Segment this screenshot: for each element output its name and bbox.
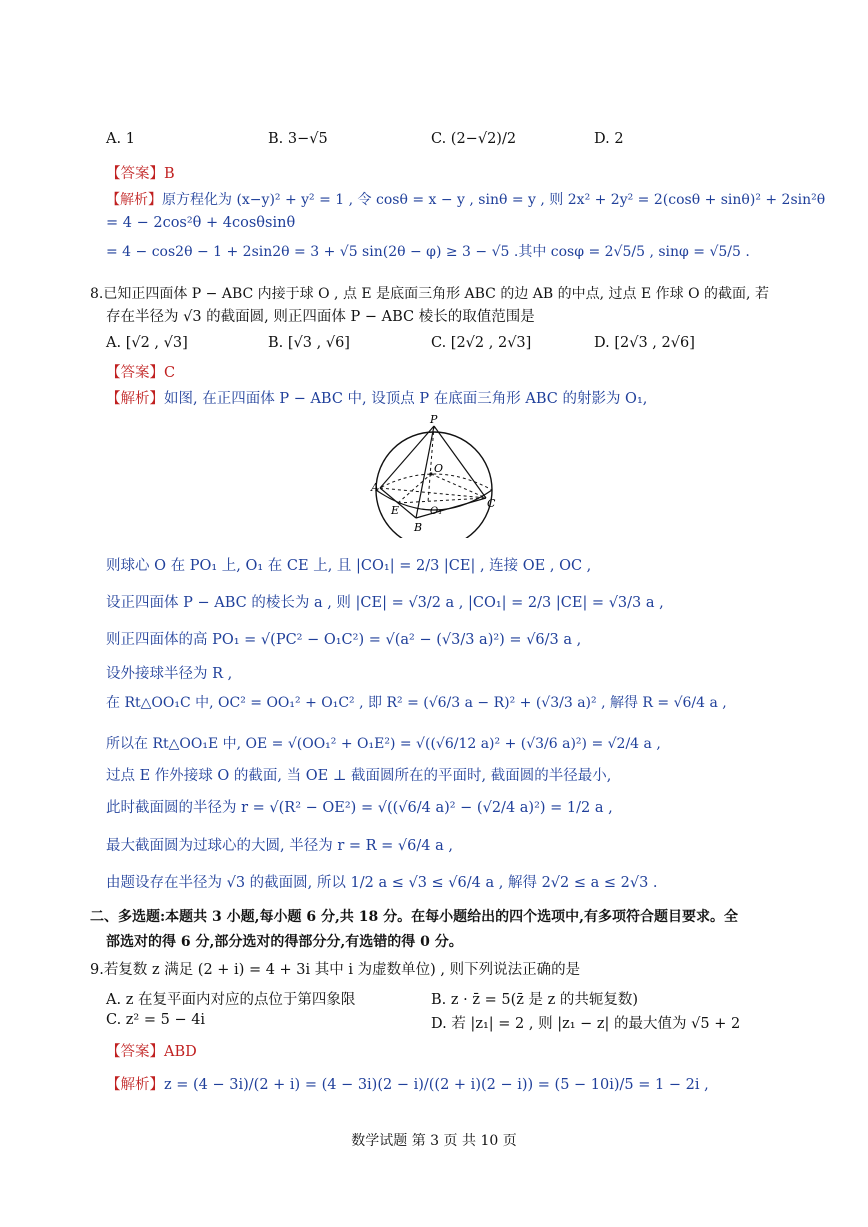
q7-option-a: A. 1 (106, 131, 135, 147)
label-o: O (434, 462, 444, 475)
q8-analysis-line: 设外接球半径为 R , (106, 666, 233, 682)
q8-option-a: A. [√2 , √3] (106, 335, 188, 351)
label-b: B (414, 521, 423, 534)
analysis-text: 如图, 在正四面体 P − ABC 中, 设顶点 P 在底面三角形 ABC 的射影为 O₁, (164, 391, 648, 407)
label-o1: O₁ (430, 506, 443, 517)
answer-tag: 【答案】 (106, 166, 164, 182)
label-e: E (391, 504, 400, 517)
q9-answer-line (106, 1042, 197, 1062)
edge-bc (416, 498, 486, 518)
edge-pb (416, 426, 434, 518)
q8-analysis-line: 最大截面圆为过球心的大圆, 半径为 r = R = √6/4 a , (106, 838, 453, 854)
q8-analysis-line: 所以在 Rt△OO₁E 中, OE = √(OO₁² + O₁E²) = √((√6/12 a)² + (√3/6 a)²) = √2/4 a , (106, 736, 661, 752)
analysis-tag: 【解析】 (106, 192, 162, 208)
q9-option-a: A. z 在复平面内对应的点位于第四象限 (106, 992, 356, 1008)
sphere-tetrahedron-figure (368, 414, 500, 538)
segment-oe (398, 474, 431, 503)
q8-analysis-line: 则球心 O 在 PO₁ 上, O₁ 在 CE 上, 且 |CO₁| = 2/3 |CE| , 连接 OE , OC , (106, 558, 592, 574)
q8-analysis-line: 则正四面体的高 PO₁ = √(PC² − O₁C²) = √(a² − (√3/3 a)²) = √6/3 a , (106, 632, 582, 648)
answer-tag: 【答案】 (106, 1044, 164, 1060)
page-footer: 数学试题 第 3 页 共 10 页 (351, 1133, 517, 1149)
edge-ac (380, 488, 486, 498)
q9-option-c: C. z² = 5 − 4i (106, 1012, 206, 1028)
q8-option-d: D. [2√3 , 2√6] (594, 335, 695, 351)
analysis-text: z = (4 − 3i)/(2 + i) = (4 − 3i)(2 − i)/((2 + i)(2 − i)) = (5 − 10i)/5 = 1 − 2i , (164, 1077, 709, 1093)
q8-stem-line-2: 存在半径为 √3 的截面圆, 则正四面体 P − ABC 棱长的取值范围是 (106, 309, 535, 325)
center-point (429, 472, 432, 475)
answer-value: ABD (164, 1044, 197, 1060)
answer-value: C (164, 365, 176, 381)
q8-analysis-line: 设正四面体 P − ABC 的棱长为 a , 则 |CE| = √3/2 a , |CO₁| = 2/3 |CE| = √3/3 a , (106, 595, 664, 611)
q7-option-c: C. (2−√2)/2 (431, 131, 517, 147)
q8-option-b: B. [√3 , √6] (268, 335, 350, 351)
q8-analysis-first (106, 389, 647, 409)
q8-option-c: C. [2√2 , 2√3] (431, 335, 532, 351)
q9-option-d: D. 若 |z₁| = 2 , 则 |z₁ − z| 的最大值为 √5 + 2 (431, 1016, 741, 1032)
sphere-outline (376, 432, 492, 538)
analysis-text: 原方程化为 (x−y)² + y² = 1 , 令 cosθ = x − y , sinθ = y , 则 2x² + 2y² = 2(cosθ + sinθ)² + 2sin²θ (162, 192, 826, 208)
q7-answer-line (106, 164, 175, 184)
q8-analysis-line: 此时截面圆的半径为 r = √(R² − OE²) = √((√6/4 a)² − (√2/4 a)²) = 1/2 a , (106, 800, 613, 816)
q8-analysis-line: 由题设存在半径为 √3 的截面圆, 所以 1/2 a ≤ √3 ≤ √6/4 a , 解得 2√2 ≤ a ≤ 2√3 . (106, 875, 658, 891)
q8-answer-line (106, 363, 175, 383)
label-c: C (487, 497, 496, 510)
q9-stem: 9.若复数 z 满足 (2 + i) = 4 + 3i 其中 i 为虚数单位) , 则下列说法正确的是 (90, 962, 581, 978)
section-heading-line-2: 部选对的得 6 分,部分选对的得部分分,有选错的得 0 分。 (106, 934, 463, 950)
q8-analysis-line: 在 Rt△OO₁C 中, OC² = OO₁² + O₁C² , 即 R² = (√6/3 a − R)² + (√3/3 a)² , 解得 R = √6/4 a , (106, 695, 727, 711)
q7-analysis-line-3: = 4 − cos2θ − 1 + 2sin2θ = 3 + √5 sin(2θ − φ) ≥ 3 − √5 .其中 cosφ = 2√5/5 , sinφ = √5/5 . (106, 244, 750, 260)
q7-option-b: B. 3−√5 (268, 131, 328, 147)
answer-value: B (164, 166, 175, 182)
q7-analysis-line-2: = 4 − 2cos²θ + 4cosθsinθ (106, 215, 296, 231)
section-heading-line-1: 二、多选题:本题共 3 小题,每小题 6 分,共 18 分。在每小题给出的四个选项中,有多项符合题目要求。全 (90, 909, 738, 925)
q8-analysis-line: 过点 E 作外接球 O 的截面, 当 OE ⊥ 截面圆所在的平面时, 截面圆的半径最小, (106, 768, 612, 784)
label-p: P (430, 414, 438, 426)
q9-option-b: B. z · z̄ = 5(z̄ 是 z 的共轭复数) (431, 992, 638, 1008)
q8-stem-line-1: 8.已知正四面体 P − ABC 内接于球 O , 点 E 是底面三角形 ABC 的边 AB 的中点, 过点 E 作球 O 的截面, 若 (90, 286, 769, 302)
q7-option-d: D. 2 (594, 131, 624, 147)
label-a: A (371, 481, 379, 494)
answer-tag: 【答案】 (106, 365, 164, 381)
q7-analysis-line-1 (106, 190, 825, 210)
q9-analysis-line (106, 1075, 709, 1095)
analysis-tag: 【解析】 (106, 391, 164, 407)
analysis-tag: 【解析】 (106, 1077, 164, 1093)
